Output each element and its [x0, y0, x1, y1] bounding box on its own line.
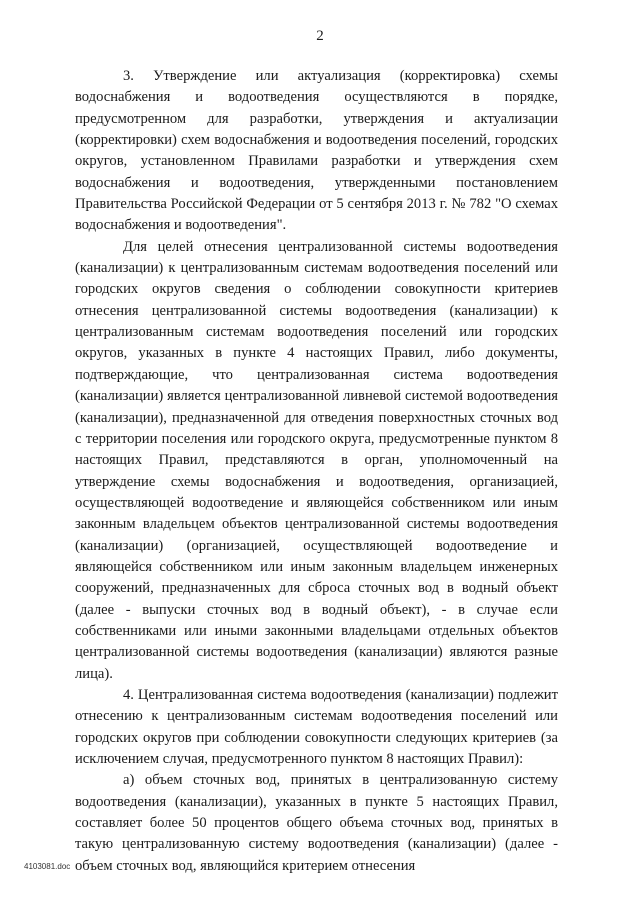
- footer-document-id: 4103081.doc: [24, 862, 71, 871]
- page-number: 2: [316, 28, 324, 44]
- paragraph-subitem-a: а) объем сточных вод, принятых в централизованную систему водоотведения (канализации), указанных в пункте 5 настоящих Правил, составляет более 50 процентов общего объема сточных вод, принятых в такую централизованную систему водоотведения (канализации) (далее - объем сточных вод, являющийся критерием отнесения: [75, 772, 558, 874]
- paragraph-item-4: 4. Централизованная система водоотведения (канализации) подлежит отнесению к централизованным системам водоотведения поселений или городских округов при соблюдении совокупности следующих критериев (за исключением случая, предусмотренного пунктом 8 настоящих Правил):: [75, 686, 558, 767]
- paragraph-item-3: 3. Утверждение или актуализация (корректировка) схемы водоснабжения и водоотведения осуществляются в порядке, предусмотренном для разработки, утверждения и актуализации (корректировки) схем водоснабжения и водоотведения поселений, городских округов, установленном Правилами разработки и утверждения схем водоснабжения и водоотведения, утвержденными постановлением Правительства Российской Федерации от 5 сентября 2013 г. № 782 "О схемах водоснабжения и водоотведения".: [75, 68, 558, 234]
- document-body: [75, 66, 558, 877]
- paragraph-submission-criteria: Для целей отнесения централизованной системы водоотведения (канализации) к централизованным системам водоотведения поселений или городских округов сведения о соблюдении совокупности критериев отнесения централизованной системы водоотведения (канализации) к централизованным системам водоотведения поселений или городских округов, указанных в пункте 4 настоящих Правил, либо документы, подтверждающие, что централизованная система водоотведения (канализации) является централизованной ливневой системой водоотведения (канализации), предназначенной для отведения поверхностных сточных вод с территории поселения или городского округа, предусмотренные пунктом 8 настоящих Правил, представляются в орган, уполномоченный на утверждение схемы водоснабжения и водоотведения, организацией, осуществляющей водоотведение и являющейся собственником или иным законным владельцем объектов централизованной системы водоотведения (канализации) (организацией, осуществляющей водоотведение и являющейся собственником или иным законным владельцем инженерных сооружений, предназначенных для сброса сточных вод в водный объект (далее - выпуски сточных вод в водный объект), - в случае если собственниками или иными законными владельцами отдельных объектов централизованной системы водоотведения (канализации) являются разные лица).: [75, 238, 558, 682]
